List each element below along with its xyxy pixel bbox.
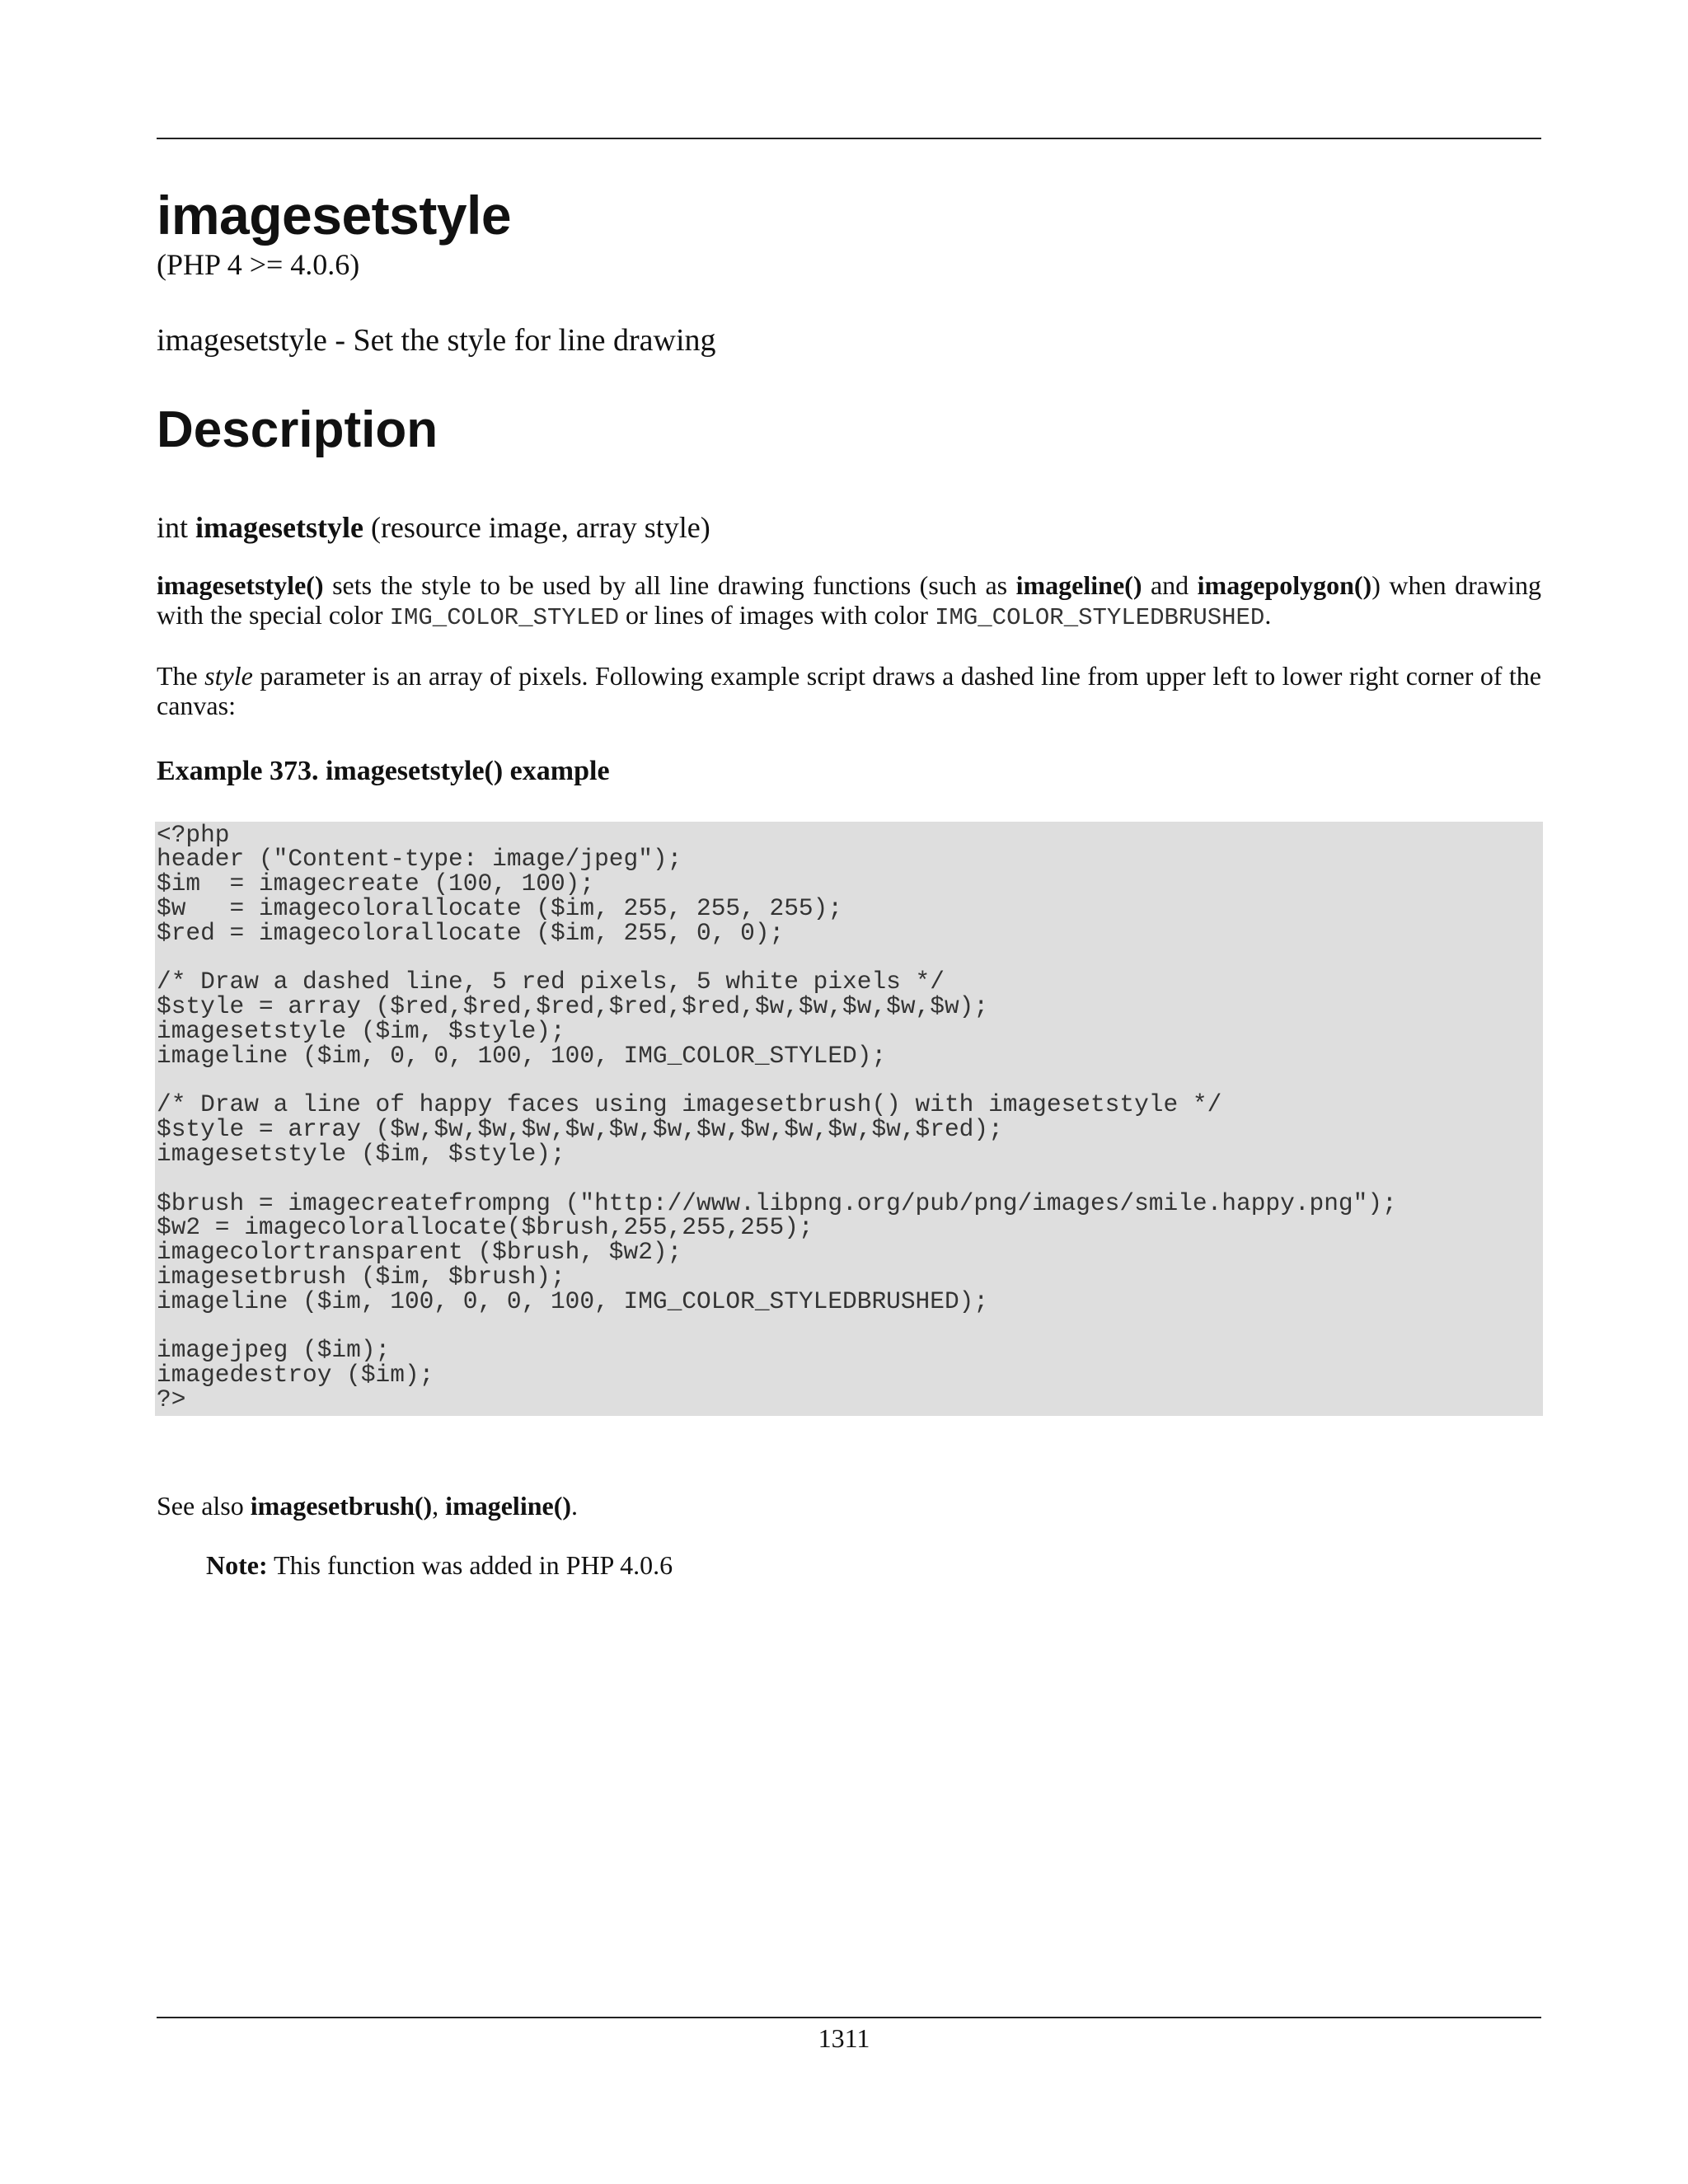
page-content [157, 185, 1541, 1581]
description-heading: Description [157, 401, 438, 459]
synopsis-params: (resource image, array style) [370, 510, 710, 544]
see-also: See also imagesetbrush(), imageline(). [157, 1490, 579, 1521]
refname-purpose: imagesetstyle - Set the style for line drawing [157, 322, 716, 358]
function-synopsis [157, 510, 1541, 546]
header-rule [157, 138, 1541, 139]
constant-img-color-styled: IMG_COLOR_STYLED [389, 603, 620, 631]
version-info: (PHP 4 >= 4.0.6) [157, 247, 360, 281]
see-also-link-imagesetbrush[interactable]: imagesetbrush() [250, 1490, 433, 1521]
function-ref-imagepolygon: imagepolygon() [1197, 569, 1372, 600]
function-ref-imageline: imageline() [1015, 569, 1142, 600]
constant-img-color-styledbrushed: IMG_COLOR_STYLEDBRUSHED [935, 603, 1265, 631]
page-number: 1311 [818, 2023, 870, 2053]
note-text: This function was added in PHP 4.0.6 [267, 1550, 673, 1581]
see-also-link-imageline[interactable]: imageline() [445, 1490, 572, 1521]
note [206, 1549, 1541, 1581]
synopsis-return-type: int [157, 510, 189, 544]
page-title: imagesetstyle [157, 185, 512, 246]
example-code-block: <?php header ("Content-type: image/jpeg"); $im = imagecreate (100, 100); $w = imagecolorallocate ($im, 255, 255, 255); $red = imagecolorallocate ($im, 255, 0, 0); /* Draw a dashed line, 5 red pixels, 5 white pixels */ $style = array ($red,$red,$red,$red,$red,$w,$w,$w,$w,$w); imagesetstyle ($im, $style); imageline ($im, 0, 0, 100, 100, IMG_COLOR_STYLED); /* Draw a line of happy faces using imagesetbrush() with imagesetstyle */ $style = array ($w,$w,$w,$w,$w,$w,$w,$w,$w,$w,$w,$w,$red); imagesetstyle ($im, $style); $brush = imagecreatefrompng ("http://www.libpng.org/pub/png/images/smile.happy.png"); $w2 = imagecolorallocate($brush,255,255,255); imagecolortransparent ($brush, $w2); imagesetbrush ($im, $brush); imageline ($im, 100, 0, 0, 100, IMG_COLOR_STYLEDBRUSHED); imagejpeg ($im); imagedestroy ($im); ?> [155, 822, 1543, 1416]
parameter-style: style [204, 660, 253, 691]
example-title: Example 373. imagesetstyle() example [157, 755, 610, 786]
style-parameter-paragraph: The style parameter is an array of pixels. Following example script draws a dashed line from upper left to lower right corner of the canvas: [157, 660, 1542, 720]
note-label: Note: [206, 1550, 268, 1581]
function-ref-imagesetstyle: imagesetstyle() [157, 569, 324, 600]
synopsis-function-name: imagesetstyle [195, 510, 363, 544]
footer-rule [157, 2017, 1541, 2018]
description-paragraph: imagesetstyle() sets the style to be used by all line drawing functions (such as imageline() and imagepolygon()) when drawing with the special color IMG_COLOR_STYLED or lines of images with color IMG_COLOR_STYLEDBRUSHED. [157, 569, 1542, 631]
